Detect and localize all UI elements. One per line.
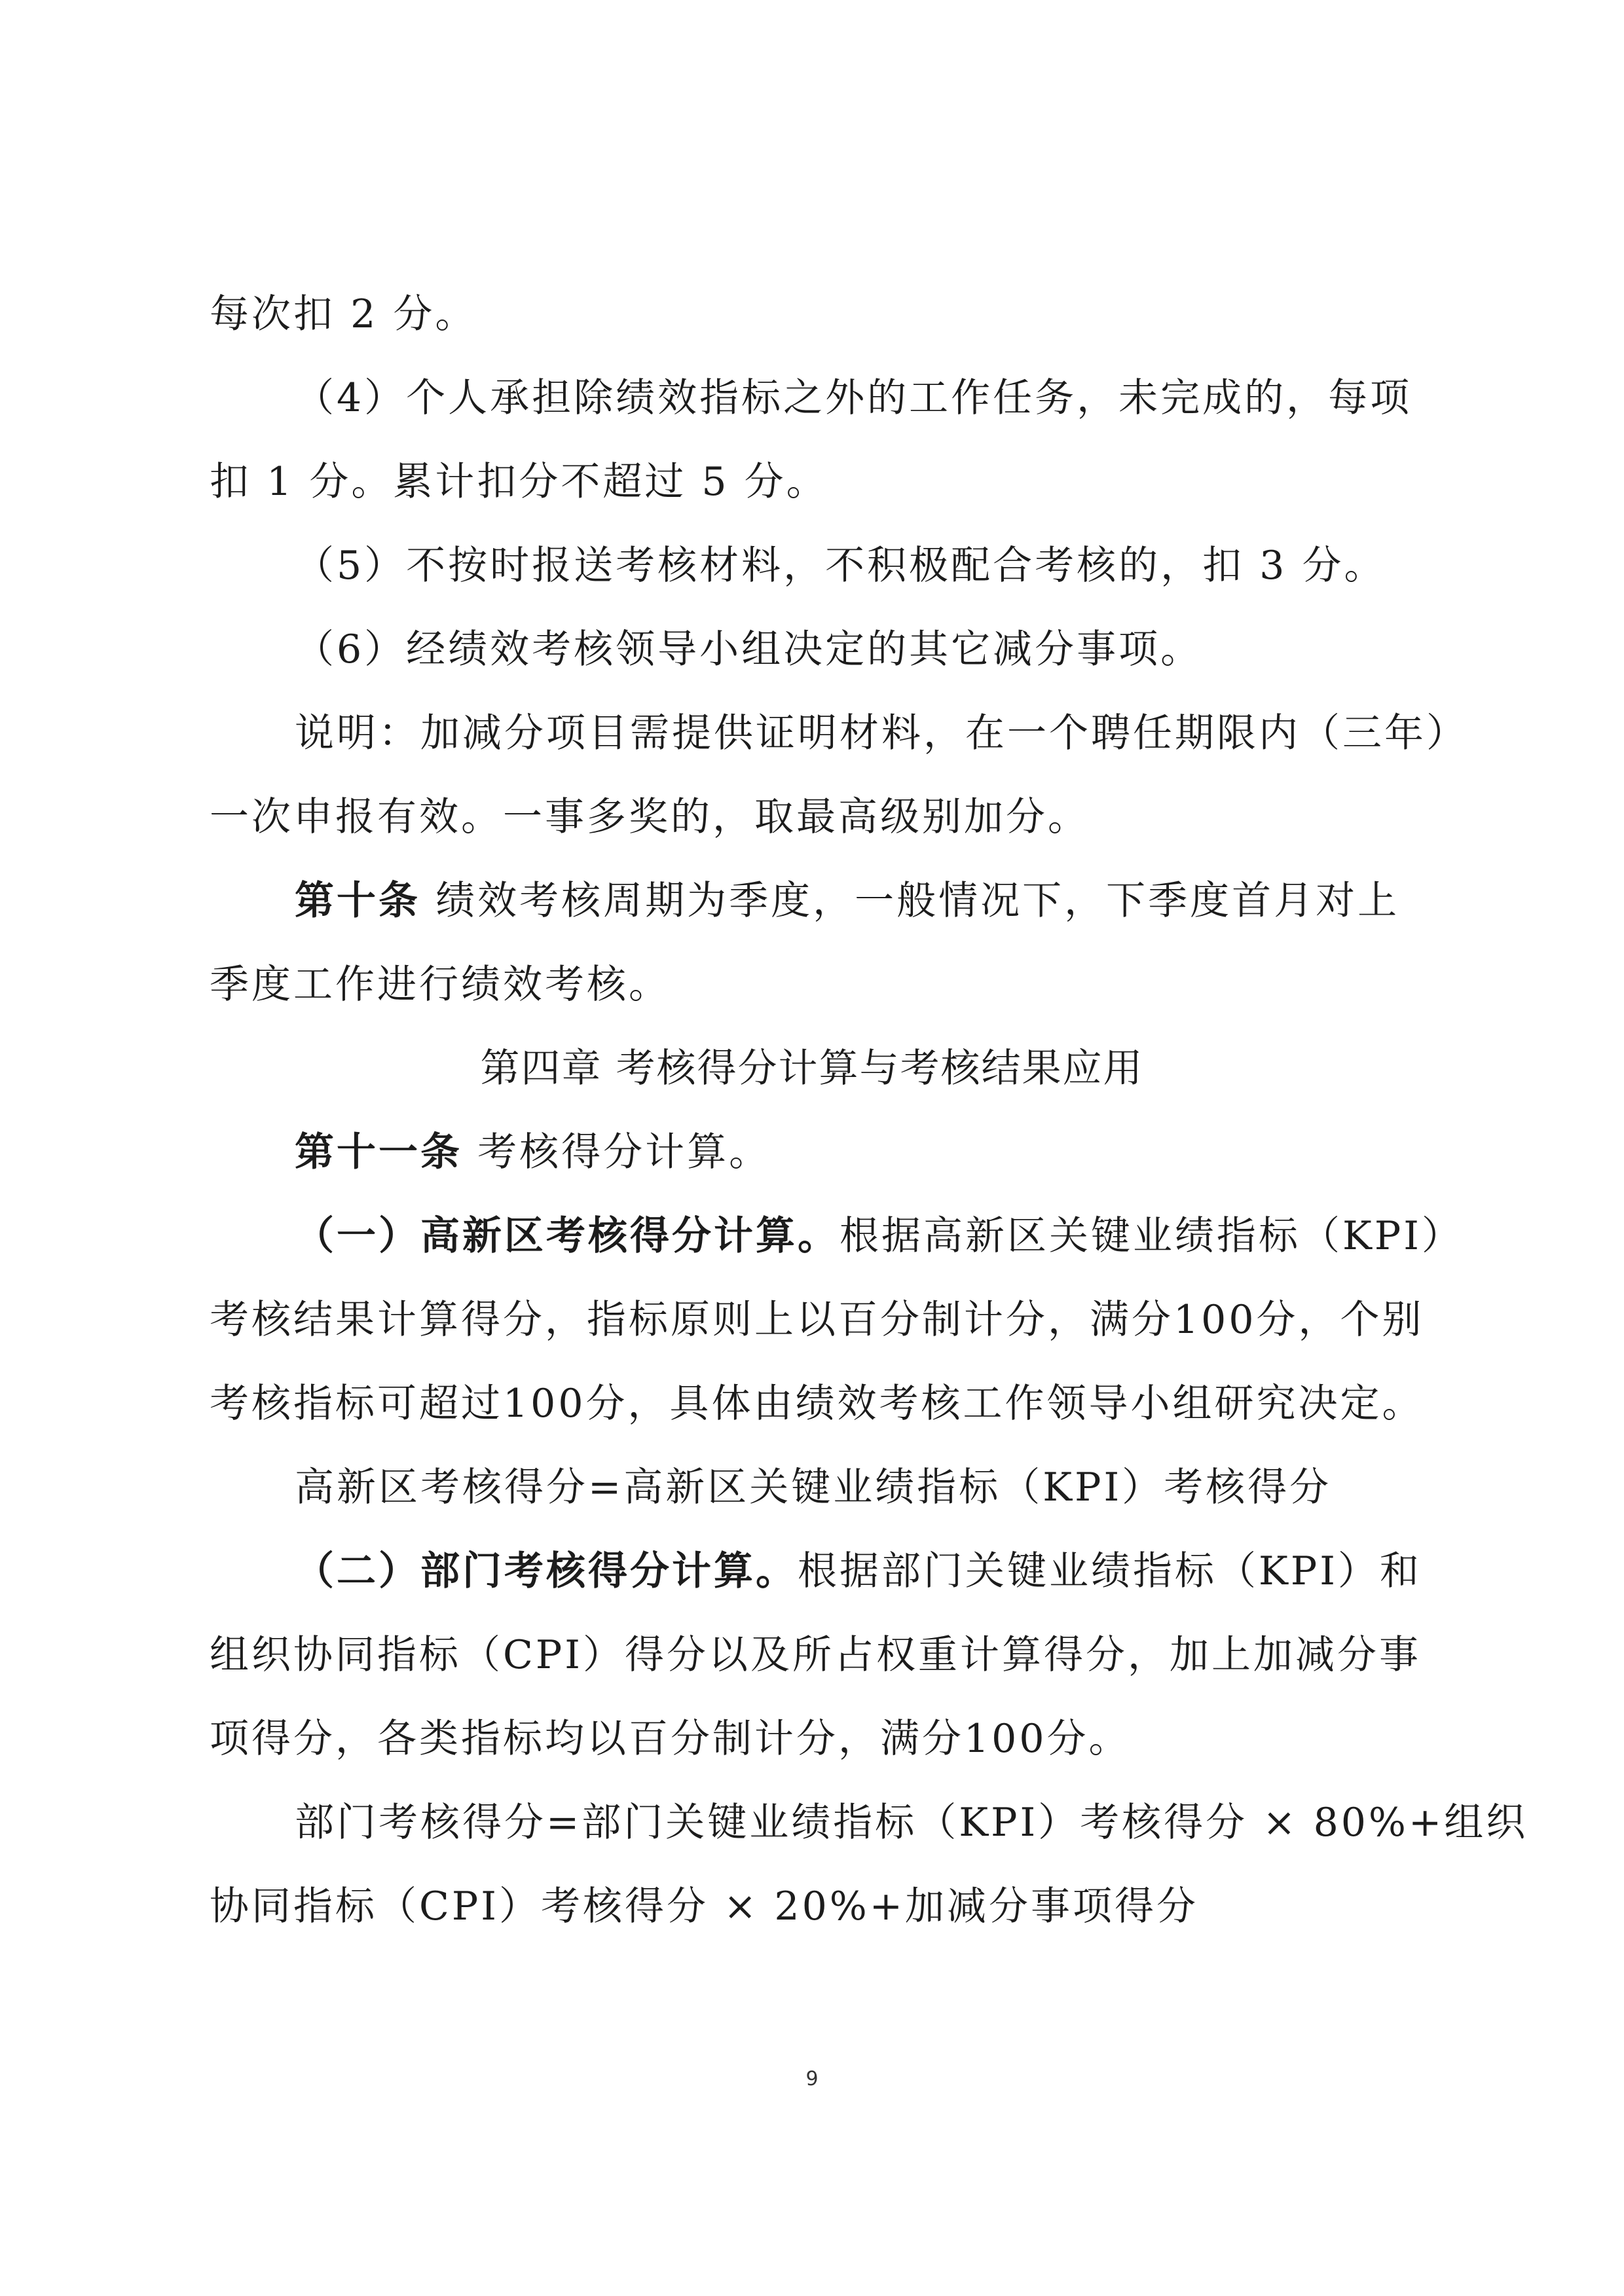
paragraph-line: 季度工作进行绩效考核。	[210, 962, 671, 1008]
paragraph-line: 考核指标可超过100分，具体由绩效考核工作领导小组研究决定。	[210, 1381, 1424, 1427]
section-1-text: 根据高新区关键业绩指标（KPI）	[840, 1213, 1464, 1259]
article-11-text: 考核得分计算。	[462, 1129, 771, 1175]
section-1-line	[295, 1210, 1464, 1262]
paragraph-line: （5）不按时报送考核材料，不积极配合考核的，扣 3 分。	[295, 543, 1386, 589]
paragraph-line: 每次扣 2 分。	[210, 291, 477, 337]
article-11-label: 第十一条	[295, 1129, 462, 1175]
paragraph-line: 一次申报有效。一事多奖的，取最高级别加分。	[210, 794, 1090, 840]
chapter-heading: 第四章 考核得分计算与考核结果应用	[480, 1046, 1144, 1091]
paragraph-line: 项得分，各类指标均以百分制计分，满分100分。	[210, 1716, 1131, 1762]
article-10-label: 第十条	[295, 878, 420, 924]
paragraph-line: 组织协同指标（CPI）得分以及所占权重计算得分，加上加减分事	[210, 1632, 1421, 1678]
formula-line: 高新区考核得分=高新区关键业绩指标（KPI）考核得分	[295, 1465, 1332, 1510]
section-2-label: （二）部门考核得分计算。	[295, 1548, 798, 1594]
formula-line: 部门考核得分=部门关键业绩指标（KPI）考核得分 × 80%+组织	[295, 1800, 1528, 1846]
article-11-line	[295, 1126, 1395, 1178]
paragraph-line: 说明：加减分项目需提供证明材料，在一个聘任期限内（三年）	[295, 710, 1468, 756]
paragraph-line: 考核结果计算得分，指标原则上以百分制计分，满分100分，个别	[210, 1297, 1424, 1343]
paragraph-line: （6）经绩效考核领导小组决定的其它减分事项。	[295, 627, 1203, 672]
section-1-label: （一）高新区考核得分计算。	[295, 1213, 840, 1259]
article-10-line	[295, 875, 1400, 927]
article-10-text: 绩效考核周期为季度，一般情况下，下季度首月对上	[420, 878, 1400, 924]
section-2-line	[295, 1545, 1422, 1597]
section-2-text: 根据部门关键业绩指标（KPI）和	[798, 1548, 1422, 1594]
page-number: 9	[805, 2068, 819, 2090]
formula-line: 协同指标（CPI）考核得分 × 20%+加减分事项得分	[210, 1884, 1199, 1929]
paragraph-line: 扣 1 分。累计扣分不超过 5 分。	[210, 459, 828, 505]
paragraph-line: （4）个人承担除绩效指标之外的工作任务，未完成的，每项	[295, 375, 1412, 421]
